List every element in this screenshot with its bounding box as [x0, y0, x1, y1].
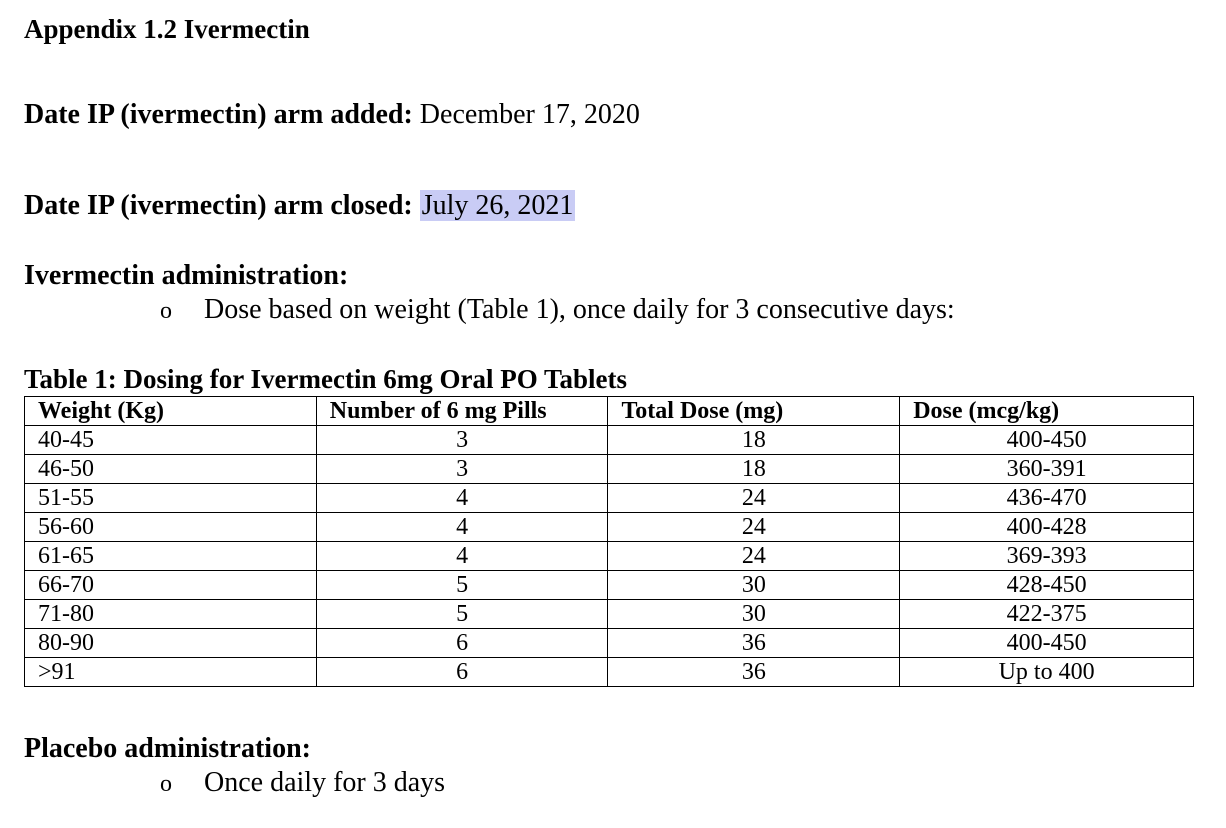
table-row: [25, 658, 1194, 687]
placebo-bullet-text: Once daily for 3 days: [204, 767, 446, 798]
cell-dose-per-kg: 436-470: [900, 484, 1194, 513]
header-weight: Weight (Kg): [25, 397, 317, 426]
date-closed-label: Date IP (ivermectin) arm closed:: [24, 190, 413, 221]
cell-pills: 3: [316, 455, 608, 484]
cell-weight: >91: [25, 658, 317, 687]
cell-weight: 40-45: [25, 426, 317, 455]
cell-pills: 6: [316, 629, 608, 658]
bullet-marker: o: [160, 298, 172, 324]
table-header-row: [25, 397, 1194, 426]
placebo-bullet-item: [160, 767, 445, 799]
cell-total-dose: 18: [608, 455, 900, 484]
cell-dose-per-kg: 422-375: [900, 600, 1194, 629]
table-row: [25, 455, 1194, 484]
cell-total-dose: 36: [608, 629, 900, 658]
appendix-title: Appendix 1.2 Ivermectin: [24, 14, 310, 44]
cell-pills: 6: [316, 658, 608, 687]
table-caption: Table 1: Dosing for Ivermectin 6mg Oral PO Tablets: [24, 364, 627, 394]
cell-dose-per-kg: 400-450: [900, 629, 1194, 658]
header-dose-per-kg: Dose (mcg/kg): [900, 397, 1194, 426]
cell-weight: 80-90: [25, 629, 317, 658]
cell-weight: 66-70: [25, 571, 317, 600]
cell-weight: 51-55: [25, 484, 317, 513]
placebo-admin-heading: Placebo administration:: [24, 733, 311, 764]
cell-total-dose: 30: [608, 571, 900, 600]
cell-pills: 4: [316, 513, 608, 542]
cell-weight: 56-60: [25, 513, 317, 542]
date-closed-line: [24, 190, 575, 222]
cell-dose-per-kg: 369-393: [900, 542, 1194, 571]
dose-bullet-text: Dose based on weight (Table 1), once daily for 3 consecutive days:: [204, 294, 955, 325]
cell-dose-per-kg: 400-428: [900, 513, 1194, 542]
cell-dose-per-kg: 428-450: [900, 571, 1194, 600]
cell-dose-per-kg: 360-391: [900, 455, 1194, 484]
cell-weight: 46-50: [25, 455, 317, 484]
dose-bullet-item: [160, 294, 955, 326]
table-row: [25, 571, 1194, 600]
cell-total-dose: 24: [608, 484, 900, 513]
table-row: [25, 600, 1194, 629]
bullet-marker: o: [160, 771, 172, 797]
table-row: [25, 426, 1194, 455]
cell-pills: 5: [316, 571, 608, 600]
cell-pills: 4: [316, 542, 608, 571]
cell-weight: 61-65: [25, 542, 317, 571]
cell-total-dose: 18: [608, 426, 900, 455]
cell-pills: 3: [316, 426, 608, 455]
date-added-label: Date IP (ivermectin) arm added:: [24, 99, 413, 130]
date-added-line: [24, 99, 640, 131]
cell-dose-per-kg: 400-450: [900, 426, 1194, 455]
header-pills: Number of 6 mg Pills: [316, 397, 608, 426]
dosing-table: [24, 396, 1194, 687]
table-row: [25, 629, 1194, 658]
cell-total-dose: 24: [608, 542, 900, 571]
ivermectin-admin-heading: Ivermectin administration:: [24, 260, 349, 291]
cell-pills: 4: [316, 484, 608, 513]
table-row: [25, 513, 1194, 542]
cell-weight: 71-80: [25, 600, 317, 629]
cell-total-dose: 36: [608, 658, 900, 687]
cell-total-dose: 24: [608, 513, 900, 542]
date-closed-value-highlighted[interactable]: July 26, 2021: [421, 190, 574, 221]
date-added-value: December 17, 2020: [419, 99, 640, 130]
cell-pills: 5: [316, 600, 608, 629]
table-row: [25, 542, 1194, 571]
cell-total-dose: 30: [608, 600, 900, 629]
cell-dose-per-kg: Up to 400: [900, 658, 1194, 687]
table-row: [25, 484, 1194, 513]
header-total-dose: Total Dose (mg): [608, 397, 900, 426]
